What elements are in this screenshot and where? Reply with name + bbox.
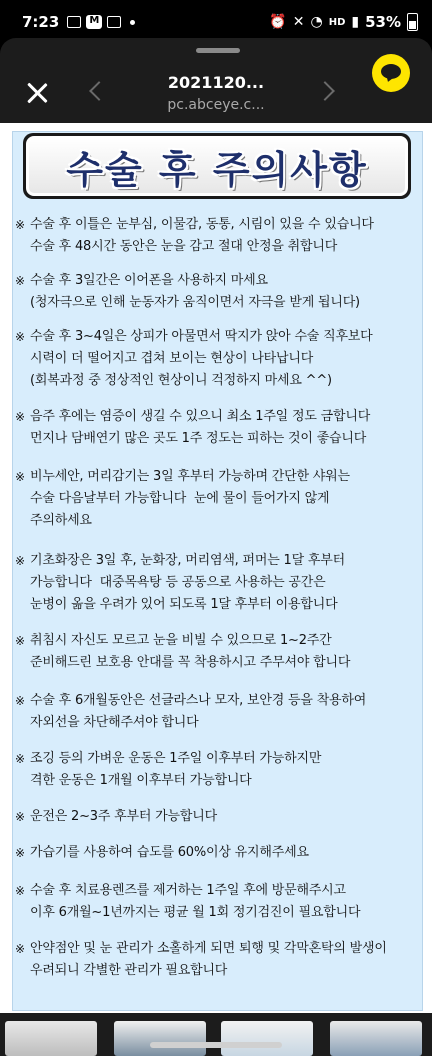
notice-line: 취침시 자신도 모르고 눈을 비빌 수 있으므로 1~2주간 [30, 633, 332, 648]
drag-handle[interactable] [196, 48, 240, 53]
thumbnail-strip [0, 1015, 432, 1056]
thumbnail[interactable] [330, 1021, 422, 1056]
download-icon [107, 16, 121, 28]
alarm-icon: ⏰ [269, 14, 287, 30]
banner-title: 수술 후 주의사항 [66, 147, 368, 192]
chevron-right-icon[interactable] [315, 81, 335, 101]
close-icon[interactable] [24, 80, 50, 106]
notice-line: 자외선을 차단해주셔야 합니다 [30, 715, 199, 730]
more-notifications-icon [130, 20, 135, 25]
reference-mark-icon: ※ [15, 752, 26, 766]
battery-percent: 53% [365, 13, 401, 31]
notice-line: 비누세안, 머리감기는 3일 후부터 가능하며 간단한 샤워는 [30, 469, 350, 484]
reference-mark-icon: ※ [15, 634, 26, 648]
notice-line: 운전은 2~3주 후부터 가능합니다 [30, 809, 217, 824]
notice-item [12, 842, 422, 864]
notice-line: 먼지나 담배연기 많은 곳도 1주 정도는 피하는 것이 좋습니다 [30, 431, 367, 446]
thumbnail[interactable] [5, 1021, 97, 1056]
mute-icon: ✕ [292, 14, 305, 30]
notice-item [12, 214, 422, 258]
reference-mark-icon: ※ [15, 694, 26, 708]
home-indicator[interactable] [150, 1042, 282, 1048]
browser-toolbar [0, 60, 432, 126]
page-url[interactable]: pc.abceye.c... [167, 97, 265, 113]
reference-mark-icon: ※ [15, 884, 26, 898]
notice-line: 안약점안 및 눈 관리가 소홀하게 되면 퇴행 및 각막혼탁의 발생이 [30, 941, 387, 956]
notice-item [12, 406, 422, 450]
notice-item [12, 466, 422, 532]
notice-item [12, 806, 422, 828]
signal-icon: ▮ [351, 14, 360, 30]
notice-line: 수술 후 3일간은 이어폰을 사용하지 마세요 [30, 273, 268, 288]
notice-item [12, 748, 422, 792]
thumbnail[interactable] [221, 1021, 313, 1056]
notification-icons [67, 15, 135, 29]
reference-mark-icon: ※ [15, 470, 26, 484]
page-title: 2021120... [167, 73, 265, 92]
notice-line: 음주 후에는 염증이 생길 수 있으니 최소 1주일 정도 금합니다 [30, 409, 371, 424]
notice-line: 기초화장은 3일 후, 눈화장, 머리염색, 퍼머는 1달 후부터 [30, 553, 345, 568]
reference-mark-icon: ※ [15, 846, 26, 860]
notice-line: 조깅 등의 가벼운 운동은 1주일 이후부터 가능하지만 [30, 751, 322, 766]
notice-item [12, 270, 422, 314]
thumbnail[interactable] [114, 1021, 206, 1056]
mail-app-icon [86, 15, 102, 29]
notice-line: 이후 6개월~1년까지는 평균 월 1회 정기검진이 필요합니다 [30, 905, 361, 920]
notice-line: 수술 다음날부터 가능합니다 눈에 물이 들어가지 않게 [30, 491, 330, 506]
battery-icon [407, 13, 418, 31]
chevron-left-icon[interactable] [89, 81, 109, 101]
notice-line: 눈병이 옮을 우려가 있어 되도록 1달 후부터 이용합니다 [30, 597, 338, 612]
notice-line: (청자극으로 인해 눈동자가 움직이면서 자극을 받게 됩니다) [30, 295, 360, 310]
notice-line: 수술 후 6개월동안은 선글라스나 모자, 보안경 등을 착용하여 [30, 693, 367, 708]
kakaotalk-icon[interactable] [372, 54, 410, 92]
status-time: 7:23 [22, 13, 60, 31]
notice-line: 주의하세요 [30, 513, 92, 528]
notice-line: 수술 후 이틀은 눈부심, 이물감, 동통, 시림이 있을 수 있습니다 [30, 217, 374, 232]
notice-item [12, 690, 422, 734]
reference-mark-icon: ※ [15, 942, 26, 956]
reference-mark-icon: ※ [15, 410, 26, 424]
notice-line: 시력이 더 떨어지고 겹쳐 보이는 현상이 나타납니다 [30, 351, 314, 366]
status-right [269, 13, 418, 31]
notice-line: 가습기를 사용하여 습도를 60%이상 유지해주세요 [30, 845, 309, 860]
wifi-icon: ◔ [310, 14, 323, 30]
notice-line: (회복과정 중 정상적인 현상이니 걱정하지 마세요 ^^) [30, 373, 332, 388]
notice-line: 준비해드린 보호용 안대를 꼭 착용하시고 주무셔야 합니다 [30, 655, 351, 670]
notice-line: 가능합니다 대중목욕탕 등 공동으로 사용하는 공간은 [30, 575, 326, 590]
notice-line: 수술 후 3~4일은 상피가 아물면서 딱지가 앉아 수술 직후보다 [30, 329, 373, 344]
notice-item [12, 550, 422, 616]
notice-banner [23, 133, 411, 199]
notice-line: 수술 후 48시간 동안은 눈을 감고 절대 안정을 취합니다 [30, 239, 338, 254]
notice-item [12, 326, 422, 392]
reference-mark-icon: ※ [15, 810, 26, 824]
reference-mark-icon: ※ [15, 274, 26, 288]
notice-line: 격한 운동은 1개월 이후부터 가능합니다 [30, 773, 252, 788]
notice-line: 수술 후 치료용렌즈를 제거하는 1주일 후에 방문해주시고 [30, 883, 346, 898]
network-label: HD [328, 16, 346, 28]
reference-mark-icon: ※ [15, 554, 26, 568]
reference-mark-icon: ※ [15, 218, 26, 232]
notice-item [12, 880, 422, 924]
notice-item [12, 630, 422, 674]
notice-line: 우려되니 각별한 관리가 필요합니다 [30, 963, 228, 978]
reference-mark-icon: ※ [15, 330, 26, 344]
page-title-block [130, 72, 302, 116]
notice-item [12, 938, 422, 982]
gallery-icon [67, 16, 81, 28]
